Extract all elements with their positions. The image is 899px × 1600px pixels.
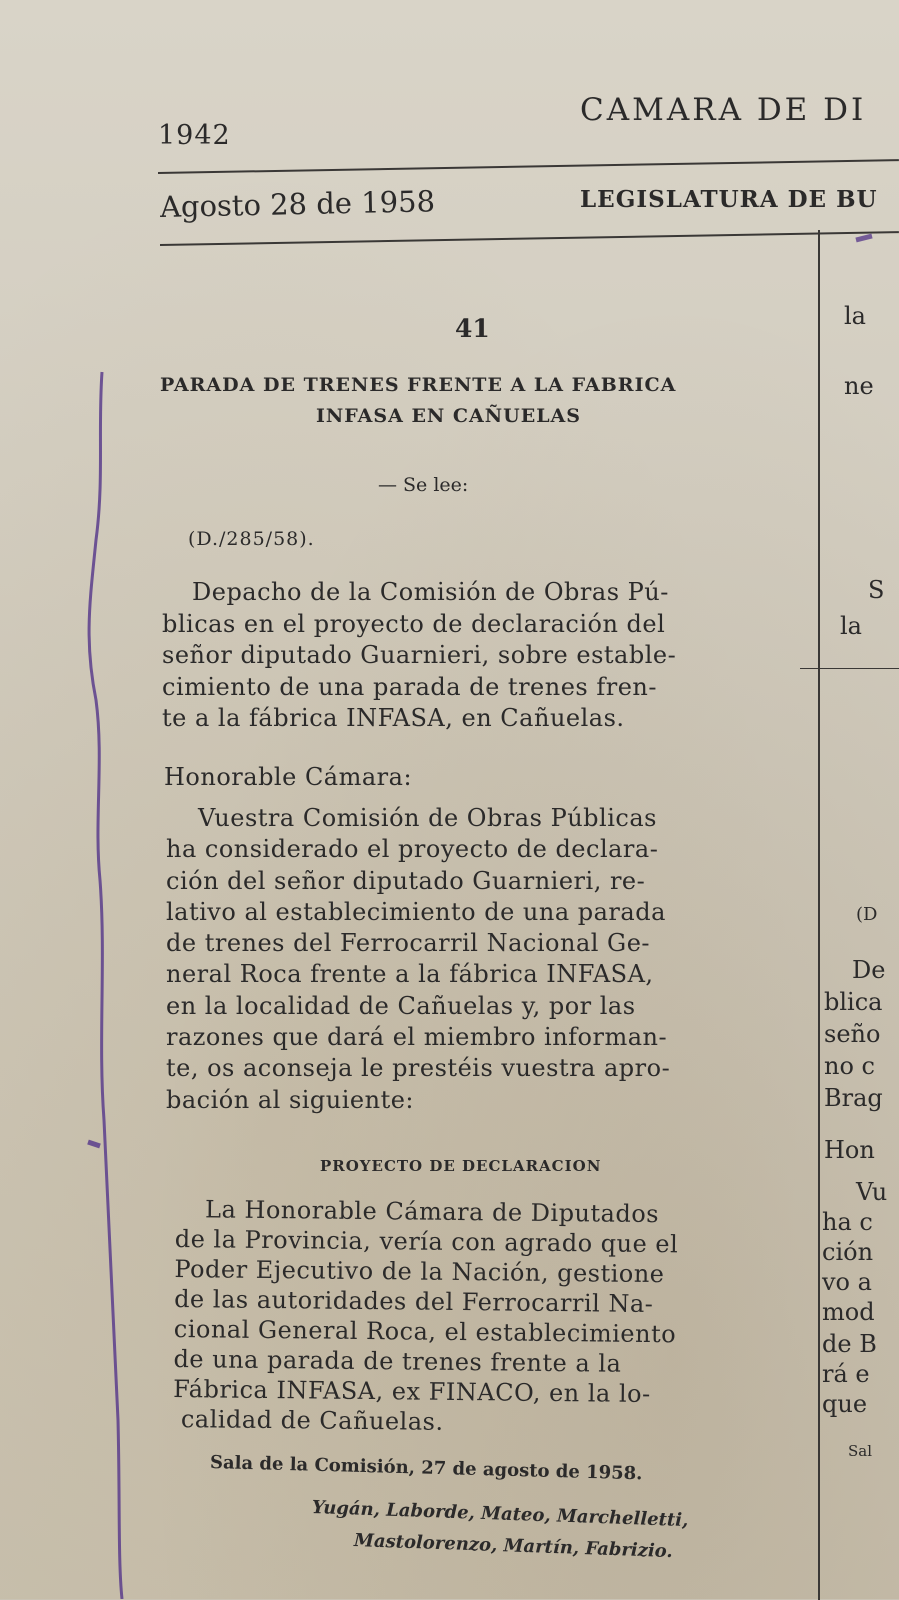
project-line: Fábrica INFASA, ex FINACO, en la lo- <box>173 1374 651 1408</box>
right-fragment: Brag <box>824 1084 883 1112</box>
project-line: de las autoridades del Ferrocarril Na- <box>174 1285 654 1319</box>
right-fragment: mod <box>822 1298 875 1326</box>
dispatch-line: Depacho de la Comisión de Obras Pú- <box>192 578 669 606</box>
right-fragment: Vu <box>856 1178 888 1206</box>
project-line: de la Provincia, vería con agrado que el <box>174 1225 679 1259</box>
right-fragment: ne <box>844 372 874 400</box>
legislature-title: LEGISLATURA DE BU <box>580 186 878 213</box>
right-fragment: S <box>868 576 885 604</box>
dispatch-line: te a la fábrica INFASA, en Cañuelas. <box>162 704 625 732</box>
right-fragment: vo a <box>822 1268 872 1296</box>
signers-line2: Mastolorenzo, Martín, Fabrizio. <box>353 1530 674 1563</box>
project-line: calidad de Cañuelas. <box>180 1405 444 1436</box>
report-line: neral Roca frente a la fábrica INFASA, <box>166 960 654 989</box>
report-line: Vuestra Comisión de Obras Públicas <box>198 804 657 832</box>
dispatch-line: señor diputado Guarnieri, sobre estable- <box>162 641 677 669</box>
right-fragment: ha c <box>822 1208 873 1236</box>
project-line: Poder Ejecutivo de la Nación, gestione <box>174 1255 665 1289</box>
report-line: ha considerado el proyecto de declara- <box>166 835 659 864</box>
report-line: bación al siguiente: <box>166 1085 415 1114</box>
right-fragment: Sal <box>848 1442 873 1460</box>
dispatch-line: cimiento de una parada de trenes fren- <box>162 672 657 701</box>
project-line: La Honorable Cámara de Diputados <box>204 1195 660 1229</box>
project-heading: PROYECTO DE DECLARACION <box>320 1157 602 1175</box>
project-line: de una parada de trenes frente a la <box>173 1344 622 1378</box>
right-fragment: Hon <box>824 1136 875 1164</box>
report-line: razones que dará el miembro informan- <box>166 1023 668 1052</box>
report-line: ción del señor diputado Guarnieri, re- <box>166 866 646 895</box>
right-fragment: rá e <box>822 1360 870 1388</box>
page-number: 1942 <box>158 120 231 151</box>
signers-line1: Yugán, Laborde, Mateo, Marchelletti, <box>311 1497 689 1532</box>
report-line: te, os aconseja le prestéis vuestra apro- <box>166 1054 671 1083</box>
section-number: 41 <box>455 314 490 343</box>
report-line: lativo al establecimiento de una parada <box>166 897 666 926</box>
right-fragment: De <box>852 956 886 984</box>
right-fragment: seño <box>824 1020 881 1048</box>
right-fragment: no c <box>824 1052 875 1080</box>
right-fragment: que <box>822 1390 868 1418</box>
right-fragment: (D <box>856 904 878 925</box>
report-line: de trenes del Ferrocarril Nacional Ge- <box>166 929 651 958</box>
right-fragment: la <box>844 302 866 330</box>
session-date: Agosto 28 de 1958 <box>159 184 436 224</box>
chamber-title: CAMARA DE DI <box>580 92 867 128</box>
section-title-line2: INFASA EN CAÑUELAS <box>316 405 582 427</box>
dispatch-line: blicas en el proyecto de declaración del <box>162 609 666 638</box>
right-fragment: de B <box>822 1330 877 1358</box>
salutation: Honorable Cámara: <box>164 763 413 791</box>
document-reference: (D./285/58). <box>188 528 315 550</box>
right-fragment: blica <box>824 988 883 1016</box>
signature-place: Sala de la Comisión, 27 de agosto de 1958. <box>209 1452 643 1485</box>
right-fragment: ción <box>822 1238 874 1266</box>
section-title-line1: PARADA DE TRENES FRENTE A LA FABRICA <box>160 374 677 396</box>
report-line: en la localidad de Cañuelas y, por las <box>166 991 636 1020</box>
reading-note: — Se lee: <box>378 474 469 496</box>
project-line: cional General Roca, el establecimiento <box>173 1315 677 1349</box>
right-fragment: la <box>840 612 862 640</box>
